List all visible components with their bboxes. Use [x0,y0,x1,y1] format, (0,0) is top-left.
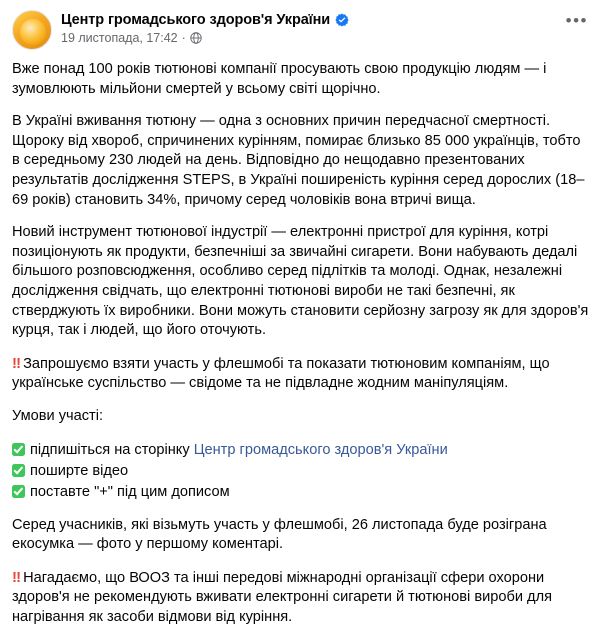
post-paragraph-6 [12,568,590,628]
conditions-title: Умови участі: [12,407,104,424]
post-content [0,56,602,639]
page-avatar[interactable] [12,10,52,50]
post-timestamp[interactable]: 19 листопада, 17:42 [61,31,178,45]
post-paragraph-1: Вже понад 100 років тютюнові компанії просувають свою продукцію людям — і зумовлюють мільйони смертей у всьому світі щорічно. [12,61,547,97]
green-check-icon [12,443,25,456]
globe-icon[interactable] [190,32,202,44]
list-item [12,461,590,482]
conditions-list [12,440,590,503]
meta-separator: · [181,31,186,45]
condition-text: поставте "+" під цим дописом [30,483,230,500]
post-paragraph-4-text: Запрошуємо взяти участь у флешмобі та показати тютюновим компаніям, що українське суспільство — свідоме та не підвладне жодним маніпуляціям. [12,355,550,392]
post-paragraph-2: В Україні вживання тютюну — одна з основних причин передчасної смертності. Щороку від хвороб, спричинених курінням, помирає близько 85 000 українців, тобто в середньому 230 людей на день. Відповідно до нещодавно презентованих результатів дослідження STEPS, в Україні поширеність куріння серед дорослих (18–69 років) становить 34%, причому серед чоловіків вона втричі вища. [12,113,585,208]
condition-text: підпишіться на сторінку [30,441,194,458]
post-paragraph-6-text: Нагадаємо, що ВООЗ та інші передові міжнародні організації сфери охорони здоров'я не рекомендують вживати електронні сигарети й тютюнові вироби для нагрівання як засоби відмови від куріння. [12,569,552,625]
green-check-icon [12,464,25,477]
double-exclamation-icon: ‼ [12,354,21,372]
list-item [12,440,590,461]
verified-badge-icon [335,13,349,27]
post-paragraph-5: Серед учасників, які візьмуть участь у флешмобі, 26 листопада буде розіграна екосумка — фото у першому коментарі. [12,516,547,553]
post-paragraph-3: Новий інструмент тютюнової індустрії — електронні пристрої для куріння, котрі позиціонують як продукти, безпечніші за звичайні сигарети. Вони набувають дедалі більшого розповсюдження, особливо серед підлітків та молоді. Однак, незалежні дослідження свідчать, що електронні тютюнові вироби не такі безпечні, як стверджують їх виробники. Вони можуть становити серйозну загрозу як для здоров'я курця, так і людей, що його оточують. [12,224,589,339]
green-check-icon [12,485,25,498]
double-exclamation-icon: ‼ [12,568,21,586]
post-paragraph-4 [12,354,590,394]
post-meta [61,31,349,45]
author-row [61,11,349,29]
page-name[interactable]: Центр громадського здоров'я України [61,12,331,28]
list-item [12,482,590,503]
post-more-options-button[interactable]: ••• [565,11,588,30]
page-link[interactable]: Центр громадського здоров'я України [193,441,448,458]
condition-text: поширте відео [30,462,129,479]
post-header [0,0,602,56]
post-header-text [61,10,349,45]
